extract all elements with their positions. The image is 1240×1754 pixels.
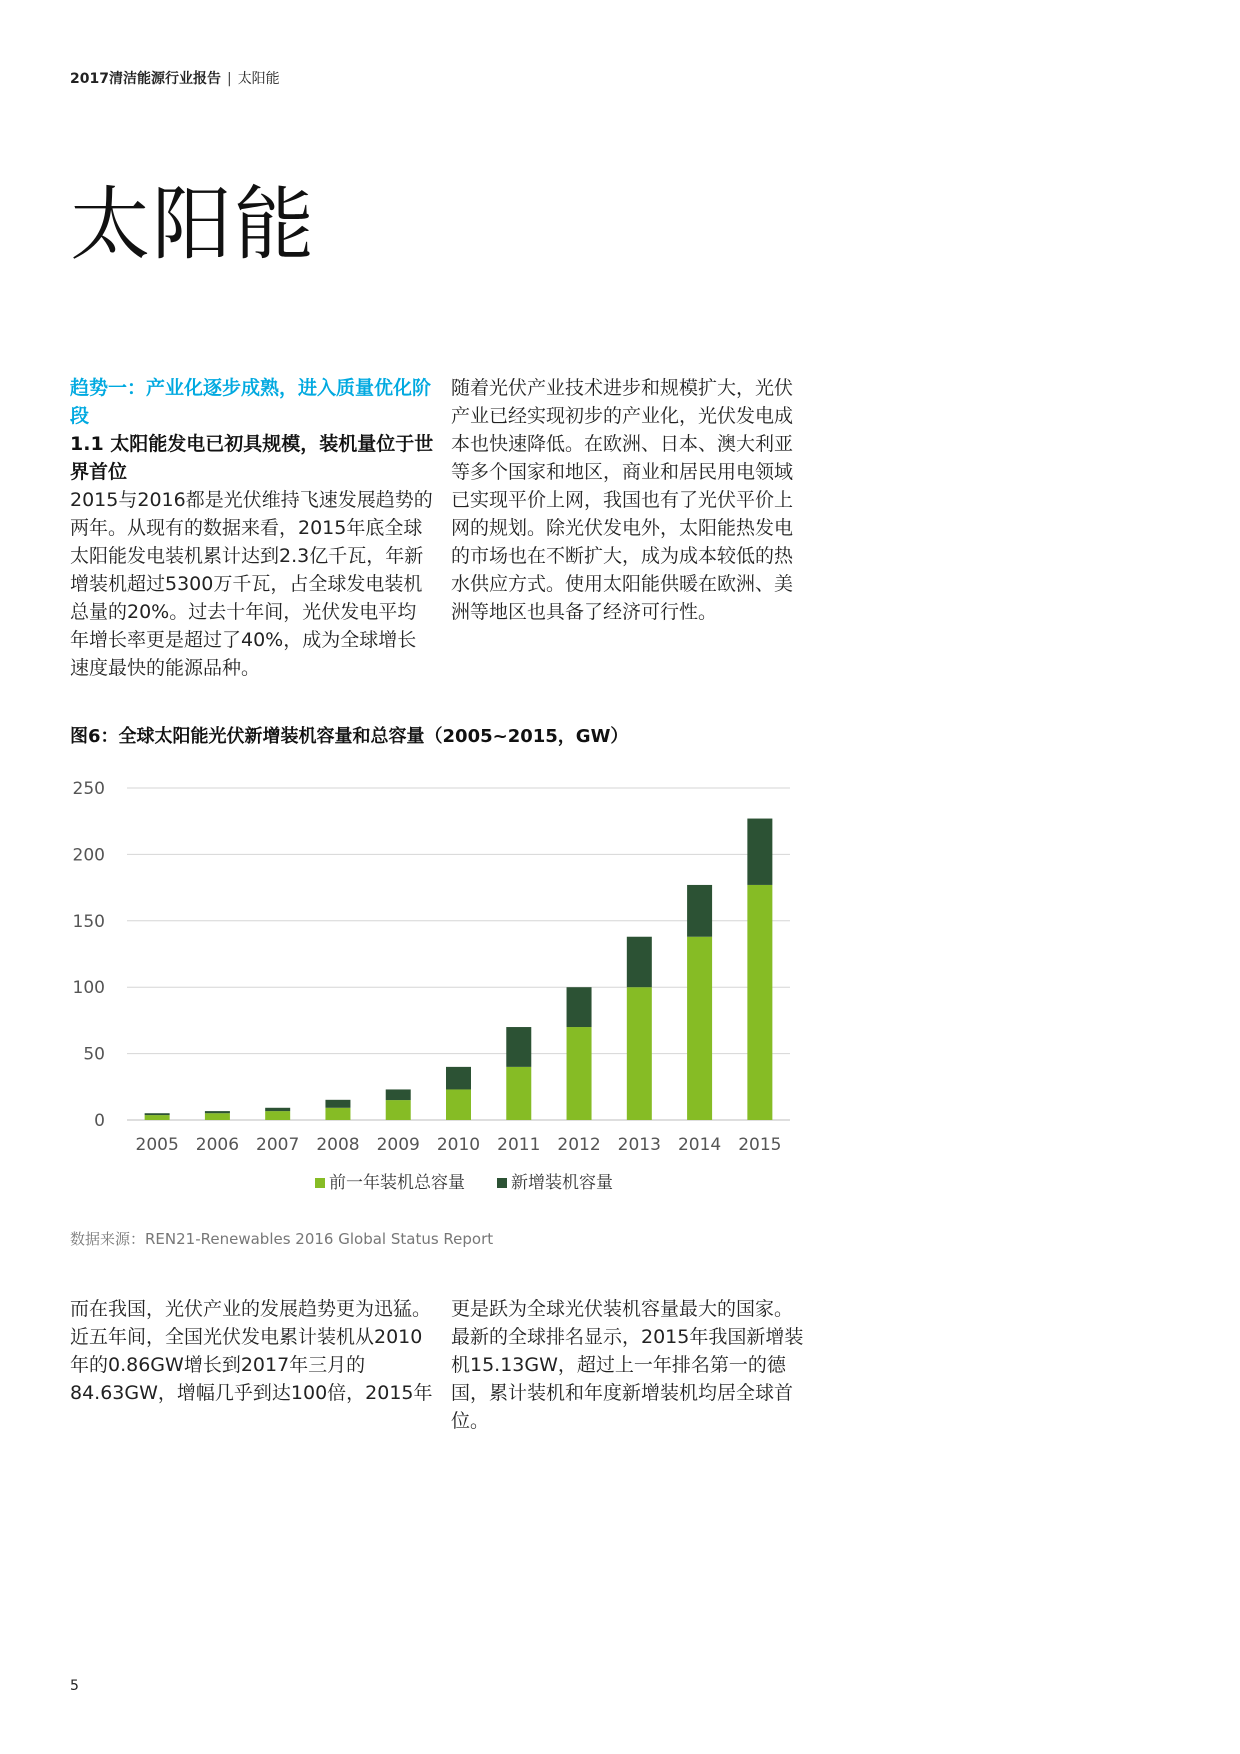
bar-new-added <box>687 885 712 937</box>
x-tick-label: 2012 <box>557 1135 601 1155</box>
bar-previous-total <box>265 1111 290 1120</box>
right-paragraph: 随着光伏产业技术进步和规模扩大，光伏产业已经实现初步的产业化，光伏发电成本也快速降低。在欧洲、日本、澳大利亚等多个国家和地区，商业和居民用电领域已实现平价上网，我国也有了光伏平价上网的规划。除光伏发电外，太阳能热发电的市场也在不断扩大，成为成本较低的热水供应方式。使用太阳能供暖在欧洲、美洲等地区也具备了经济可行性。 <box>451 377 794 623</box>
x-tick-label: 2009 <box>376 1135 420 1155</box>
bar-new-added <box>145 1113 170 1115</box>
bar-new-added <box>265 1108 290 1111</box>
trend-heading: 趋势一：产业化逐步成熟，进入质量优化阶段 <box>70 377 432 427</box>
bar-new-added <box>567 987 592 1027</box>
section-subheading: 1.1 太阳能发电已初具规模，装机量位于世界首位 <box>70 433 434 483</box>
bar-previous-total <box>145 1115 170 1120</box>
bar-new-added <box>747 819 772 885</box>
bar-previous-total <box>446 1089 471 1120</box>
x-tick-label: 2015 <box>738 1135 782 1155</box>
data-source: 数据来源：REN21-Renewables 2016 Global Status Report <box>70 1230 494 1248</box>
x-tick-label: 2006 <box>195 1135 240 1155</box>
legend-label: 新增装机容量 <box>511 1173 613 1193</box>
bar-previous-total <box>205 1113 230 1120</box>
bar-previous-total <box>325 1108 350 1120</box>
y-tick-label: 250 <box>72 779 105 799</box>
bottom-left-paragraph: 而在我国，光伏产业的发展趋势更为迅猛。近五年间，全国光伏发电累计装机从2010年的0.86GW增长到2017年三月的84.63GW，增幅几乎到达100倍，2015年 <box>70 1298 433 1404</box>
legend-swatch <box>497 1178 507 1188</box>
bar-new-added <box>446 1067 471 1090</box>
bar-previous-total <box>506 1067 531 1120</box>
bar-new-added <box>205 1111 230 1113</box>
page-number: 5 <box>70 1678 79 1694</box>
x-tick-label: 2013 <box>617 1135 661 1155</box>
x-tick-label: 2014 <box>677 1135 722 1155</box>
header-section: 太阳能 <box>237 71 280 87</box>
bar-new-added <box>325 1100 350 1108</box>
x-tick-label: 2005 <box>135 1135 179 1155</box>
y-tick-label: 0 <box>94 1111 105 1131</box>
page-title: 太阳能 <box>70 178 316 271</box>
y-tick-label: 50 <box>83 1044 105 1065</box>
x-tick-label: 2010 <box>436 1135 481 1155</box>
bar-previous-total <box>747 885 772 1120</box>
legend-label: 前一年装机总容量 <box>329 1173 465 1193</box>
report-title: 2017清洁能源行业报告 <box>70 71 221 87</box>
figure-title: 图6：全球太阳能光伏新增装机容量和总容量（2005~2015，GW） <box>70 726 629 747</box>
bar-previous-total <box>567 1027 592 1120</box>
chart-canvas <box>60 770 820 1210</box>
bar-new-added <box>506 1027 531 1067</box>
bar-previous-total <box>687 937 712 1120</box>
left-column <box>70 374 435 682</box>
right-column <box>451 374 807 626</box>
bar-new-added <box>386 1089 411 1100</box>
bar-previous-total <box>386 1100 411 1120</box>
bar-previous-total <box>627 987 652 1120</box>
bottom-left-column <box>70 1295 435 1407</box>
running-header <box>70 68 280 88</box>
legend-swatch <box>315 1178 325 1188</box>
x-tick-label: 2007 <box>256 1135 300 1155</box>
stacked-bar-chart <box>60 770 820 1210</box>
y-tick-label: 100 <box>72 978 105 999</box>
bottom-right-paragraph: 更是跃为全球光伏装机容量最大的国家。最新的全球排名显示，2015年我国新增装机15.13GW，超过上一年排名第一的德国，累计装机和年度新增装机均居全球首位。 <box>451 1298 804 1432</box>
header-separator: | <box>226 71 232 87</box>
y-tick-label: 200 <box>72 845 105 866</box>
x-tick-label: 2011 <box>497 1135 541 1155</box>
x-tick-label: 2008 <box>316 1135 360 1155</box>
left-paragraph: 2015与2016都是光伏维持飞速发展趋势的两年。从现有的数据来看，2015年底全球太阳能发电装机累计达到2.3亿千瓦，年新增装机超过5300万千瓦，占全球发电装机总量的20%。过去十年间，光伏发电平均年增长率更是超过了40%，成为全球增长速度最快的能源品种。 <box>70 489 433 679</box>
bottom-right-column <box>451 1295 807 1435</box>
y-tick-label: 150 <box>72 911 105 932</box>
bar-new-added <box>627 937 652 987</box>
